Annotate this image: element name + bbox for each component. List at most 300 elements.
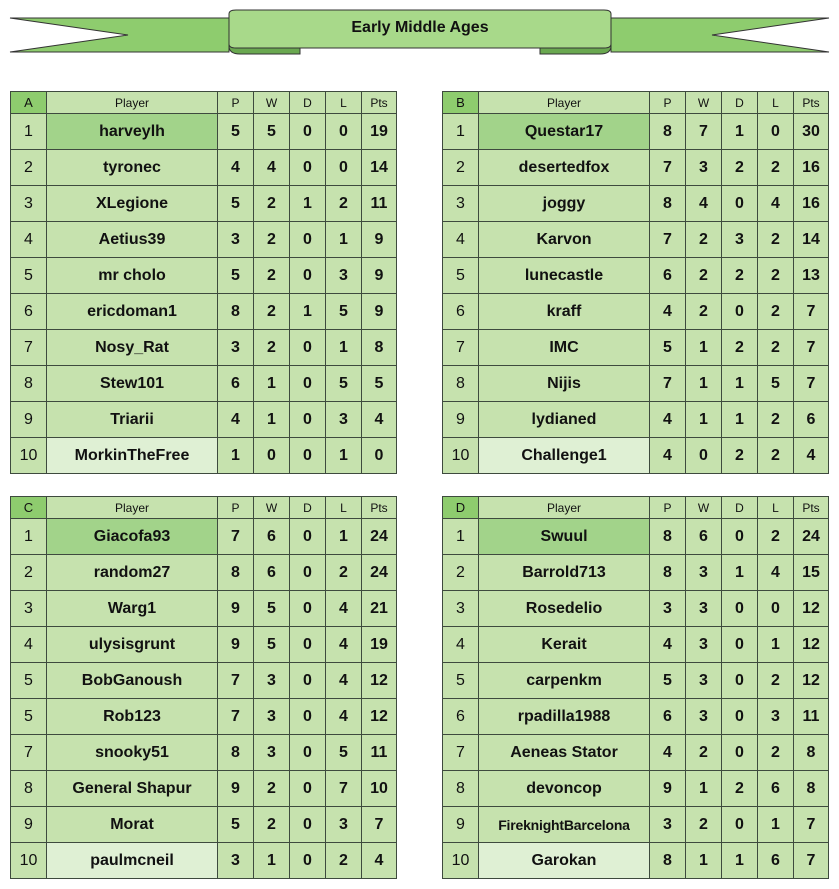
player-name: harveylh	[47, 114, 218, 150]
stat-w: 3	[254, 735, 290, 771]
player-name: General Shapur	[47, 771, 218, 807]
table-row	[11, 771, 397, 807]
table-row	[443, 150, 829, 186]
stat-w: 3	[254, 663, 290, 699]
table-row	[443, 402, 829, 438]
column-header-w: W	[686, 497, 722, 519]
stat-l: 2	[758, 150, 794, 186]
stat-pts: 12	[794, 627, 829, 663]
stat-l: 5	[326, 366, 362, 402]
rank-cell: 9	[443, 807, 479, 843]
stat-pts: 9	[362, 258, 397, 294]
column-header-l: L	[326, 92, 362, 114]
stat-p: 4	[650, 627, 686, 663]
stat-d: 0	[722, 699, 758, 735]
player-name: Stew101	[47, 366, 218, 402]
column-header-p: P	[650, 497, 686, 519]
stat-l: 2	[326, 555, 362, 591]
player-name: FireknightBarcelona	[479, 807, 650, 843]
stat-d: 3	[722, 222, 758, 258]
stat-l: 4	[326, 627, 362, 663]
stat-w: 3	[686, 663, 722, 699]
stat-w: 1	[686, 402, 722, 438]
stat-d: 1	[290, 294, 326, 330]
player-name: Aeneas Stator	[479, 735, 650, 771]
table-row	[443, 843, 829, 879]
stat-l: 1	[326, 330, 362, 366]
table-row	[11, 330, 397, 366]
player-name: desertedfox	[479, 150, 650, 186]
rank-cell: 6	[11, 294, 47, 330]
stat-l: 2	[758, 258, 794, 294]
player-name: ulysisgrunt	[47, 627, 218, 663]
stat-d: 0	[722, 735, 758, 771]
table-row	[11, 294, 397, 330]
stat-pts: 9	[362, 294, 397, 330]
stat-d: 0	[290, 555, 326, 591]
stat-p: 3	[218, 330, 254, 366]
column-header-d: D	[290, 497, 326, 519]
rank-cell: 4	[11, 222, 47, 258]
group-table-a	[10, 91, 397, 474]
rank-cell: 5	[443, 258, 479, 294]
stat-p: 5	[218, 258, 254, 294]
stat-d: 2	[722, 258, 758, 294]
table-row	[11, 663, 397, 699]
stat-d: 0	[722, 186, 758, 222]
table-row	[11, 807, 397, 843]
group-table-d	[442, 496, 829, 879]
group-letter: A	[11, 92, 47, 114]
stat-l: 2	[758, 402, 794, 438]
rank-cell: 1	[11, 114, 47, 150]
player-name: lunecastle	[479, 258, 650, 294]
player-name: lydianed	[479, 402, 650, 438]
stat-pts: 4	[362, 402, 397, 438]
stat-pts: 12	[794, 591, 829, 627]
table-row	[443, 519, 829, 555]
column-header-player: Player	[47, 497, 218, 519]
stat-p: 8	[218, 555, 254, 591]
stat-p: 4	[218, 402, 254, 438]
stat-p: 6	[218, 366, 254, 402]
column-header-p: P	[650, 92, 686, 114]
rank-cell: 10	[443, 438, 479, 474]
stat-p: 3	[650, 807, 686, 843]
table-row	[11, 258, 397, 294]
rank-cell: 3	[11, 591, 47, 627]
stat-w: 4	[686, 186, 722, 222]
stat-w: 7	[686, 114, 722, 150]
stat-l: 2	[758, 294, 794, 330]
stat-w: 4	[254, 150, 290, 186]
column-header-l: L	[758, 92, 794, 114]
stat-pts: 4	[362, 843, 397, 879]
stat-pts: 24	[362, 519, 397, 555]
stat-p: 8	[650, 519, 686, 555]
stat-l: 2	[326, 186, 362, 222]
stat-pts: 7	[794, 366, 829, 402]
stat-pts: 7	[794, 843, 829, 879]
rank-cell: 1	[443, 519, 479, 555]
stat-pts: 13	[794, 258, 829, 294]
rank-cell: 2	[11, 150, 47, 186]
stat-w: 3	[686, 699, 722, 735]
player-name: XLegione	[47, 186, 218, 222]
stat-w: 3	[254, 699, 290, 735]
stat-l: 6	[758, 771, 794, 807]
stat-p: 6	[650, 699, 686, 735]
player-name: carpenkm	[479, 663, 650, 699]
stat-l: 5	[326, 735, 362, 771]
column-header-w: W	[254, 92, 290, 114]
stat-w: 2	[254, 258, 290, 294]
stat-d: 0	[722, 807, 758, 843]
stat-pts: 10	[362, 771, 397, 807]
player-name: Triarii	[47, 402, 218, 438]
stat-w: 2	[254, 807, 290, 843]
banner-right-tail	[611, 18, 829, 52]
stat-d: 0	[290, 843, 326, 879]
stat-l: 7	[326, 771, 362, 807]
stat-pts: 7	[794, 807, 829, 843]
stat-pts: 5	[362, 366, 397, 402]
stat-l: 1	[326, 222, 362, 258]
table-row	[443, 258, 829, 294]
stat-d: 0	[290, 663, 326, 699]
player-name: Karvon	[479, 222, 650, 258]
table-row	[443, 771, 829, 807]
table-row	[443, 591, 829, 627]
stat-p: 7	[218, 699, 254, 735]
column-header-d: D	[290, 92, 326, 114]
player-name: MorkinTheFree	[47, 438, 218, 474]
player-name: Nijis	[479, 366, 650, 402]
rank-cell: 2	[443, 150, 479, 186]
rank-cell: 6	[443, 699, 479, 735]
stat-p: 8	[650, 843, 686, 879]
stat-d: 0	[290, 591, 326, 627]
stat-d: 0	[290, 438, 326, 474]
column-header-w: W	[686, 92, 722, 114]
stat-d: 2	[722, 438, 758, 474]
stat-p: 8	[218, 735, 254, 771]
stat-p: 7	[218, 663, 254, 699]
stat-p: 8	[650, 555, 686, 591]
stat-p: 3	[650, 591, 686, 627]
table-row	[11, 222, 397, 258]
stat-w: 2	[254, 222, 290, 258]
stat-w: 5	[254, 591, 290, 627]
stat-d: 0	[290, 771, 326, 807]
column-header-player: Player	[479, 92, 650, 114]
stat-w: 0	[254, 438, 290, 474]
stat-d: 0	[290, 114, 326, 150]
stat-pts: 7	[362, 807, 397, 843]
stat-d: 0	[722, 627, 758, 663]
stat-d: 0	[722, 294, 758, 330]
player-name: ericdoman1	[47, 294, 218, 330]
stat-l: 5	[326, 294, 362, 330]
stat-w: 2	[254, 186, 290, 222]
stat-pts: 0	[362, 438, 397, 474]
player-name: Rob123	[47, 699, 218, 735]
stat-pts: 7	[794, 330, 829, 366]
stat-w: 3	[686, 555, 722, 591]
stat-d: 0	[722, 663, 758, 699]
player-name: IMC	[479, 330, 650, 366]
stat-l: 3	[758, 699, 794, 735]
table-row	[443, 807, 829, 843]
stat-l: 2	[758, 330, 794, 366]
stat-pts: 11	[362, 186, 397, 222]
column-header-player: Player	[47, 92, 218, 114]
stat-p: 8	[650, 114, 686, 150]
stat-l: 6	[758, 843, 794, 879]
stat-pts: 8	[794, 771, 829, 807]
stat-pts: 4	[794, 438, 829, 474]
player-name: devoncop	[479, 771, 650, 807]
rank-cell: 10	[11, 438, 47, 474]
stat-w: 1	[686, 843, 722, 879]
stat-w: 2	[686, 222, 722, 258]
group-table-c	[10, 496, 397, 879]
stat-w: 2	[254, 330, 290, 366]
stat-p: 8	[650, 186, 686, 222]
stat-d: 1	[722, 114, 758, 150]
rank-cell: 2	[11, 555, 47, 591]
stat-l: 3	[326, 807, 362, 843]
rank-cell: 9	[443, 402, 479, 438]
column-header-player: Player	[479, 497, 650, 519]
stat-d: 1	[722, 366, 758, 402]
stat-d: 0	[290, 807, 326, 843]
player-name: Barrold713	[479, 555, 650, 591]
stat-pts: 11	[362, 735, 397, 771]
banner-left-tail	[10, 18, 229, 52]
stat-p: 8	[218, 294, 254, 330]
rank-cell: 7	[443, 330, 479, 366]
player-name: BobGanoush	[47, 663, 218, 699]
stat-l: 4	[758, 555, 794, 591]
column-header-pts: Pts	[794, 92, 829, 114]
rank-cell: 3	[443, 186, 479, 222]
stat-pts: 16	[794, 150, 829, 186]
table-row	[11, 519, 397, 555]
rank-cell: 7	[443, 735, 479, 771]
rank-cell: 3	[443, 591, 479, 627]
stat-pts: 24	[794, 519, 829, 555]
stat-l: 0	[758, 114, 794, 150]
table-row	[11, 843, 397, 879]
table-row	[443, 114, 829, 150]
stat-pts: 19	[362, 114, 397, 150]
rank-cell: 4	[443, 627, 479, 663]
stat-p: 1	[218, 438, 254, 474]
stat-d: 0	[290, 150, 326, 186]
stat-w: 1	[254, 366, 290, 402]
stat-w: 1	[686, 771, 722, 807]
stat-pts: 14	[362, 150, 397, 186]
rank-cell: 7	[11, 735, 47, 771]
stat-d: 0	[290, 366, 326, 402]
column-header-l: L	[758, 497, 794, 519]
table-row	[11, 555, 397, 591]
player-name: mr cholo	[47, 258, 218, 294]
stat-d: 2	[722, 771, 758, 807]
stat-w: 2	[254, 294, 290, 330]
rank-cell: 5	[11, 258, 47, 294]
column-header-p: P	[218, 92, 254, 114]
player-name: kraff	[479, 294, 650, 330]
stat-w: 2	[686, 258, 722, 294]
table-row	[443, 186, 829, 222]
stat-w: 2	[686, 735, 722, 771]
table-row	[443, 222, 829, 258]
stat-p: 4	[650, 735, 686, 771]
stat-d: 2	[722, 330, 758, 366]
stat-w: 0	[686, 438, 722, 474]
stat-w: 6	[686, 519, 722, 555]
rank-cell: 8	[443, 771, 479, 807]
stat-l: 2	[758, 438, 794, 474]
rank-cell: 10	[11, 843, 47, 879]
stat-p: 4	[650, 294, 686, 330]
stat-pts: 21	[362, 591, 397, 627]
stat-p: 7	[218, 519, 254, 555]
stat-l: 2	[758, 663, 794, 699]
stat-pts: 6	[794, 402, 829, 438]
stat-l: 4	[326, 591, 362, 627]
table-row	[11, 402, 397, 438]
stat-p: 9	[218, 627, 254, 663]
table-row	[443, 330, 829, 366]
stat-w: 6	[254, 519, 290, 555]
rank-cell: 5	[11, 699, 47, 735]
stat-p: 5	[218, 807, 254, 843]
stat-l: 4	[326, 699, 362, 735]
stat-l: 1	[758, 627, 794, 663]
column-header-pts: Pts	[362, 497, 397, 519]
stat-w: 2	[686, 807, 722, 843]
stat-d: 1	[722, 402, 758, 438]
player-name: random27	[47, 555, 218, 591]
stat-l: 2	[758, 735, 794, 771]
stat-d: 0	[290, 330, 326, 366]
stat-p: 4	[218, 150, 254, 186]
stat-l: 1	[758, 807, 794, 843]
player-name: Morat	[47, 807, 218, 843]
table-row	[443, 555, 829, 591]
table-row	[443, 663, 829, 699]
player-name: Questar17	[479, 114, 650, 150]
table-row	[443, 735, 829, 771]
stat-pts: 12	[362, 663, 397, 699]
rank-cell: 4	[443, 222, 479, 258]
stat-d: 1	[290, 186, 326, 222]
player-name: Giacofa93	[47, 519, 218, 555]
player-name: Warg1	[47, 591, 218, 627]
stat-pts: 12	[794, 663, 829, 699]
stat-p: 3	[218, 222, 254, 258]
stat-w: 5	[254, 627, 290, 663]
rank-cell: 9	[11, 807, 47, 843]
player-name: Rosedelio	[479, 591, 650, 627]
table-row	[11, 186, 397, 222]
stat-pts: 11	[794, 699, 829, 735]
stat-p: 9	[650, 771, 686, 807]
player-name: Garokan	[479, 843, 650, 879]
stat-p: 5	[218, 114, 254, 150]
player-name: Aetius39	[47, 222, 218, 258]
column-header-l: L	[326, 497, 362, 519]
stat-p: 4	[650, 402, 686, 438]
stat-w: 2	[254, 771, 290, 807]
stat-l: 1	[326, 438, 362, 474]
rank-cell: 6	[443, 294, 479, 330]
group-letter: B	[443, 92, 479, 114]
stat-l: 4	[326, 663, 362, 699]
stat-l: 5	[758, 366, 794, 402]
column-header-pts: Pts	[794, 497, 829, 519]
rank-cell: 5	[11, 663, 47, 699]
rank-cell: 2	[443, 555, 479, 591]
stat-l: 3	[326, 402, 362, 438]
rank-cell: 3	[11, 186, 47, 222]
stat-w: 1	[254, 402, 290, 438]
stat-p: 3	[218, 843, 254, 879]
stat-pts: 8	[362, 330, 397, 366]
stat-p: 7	[650, 222, 686, 258]
player-name: Swuul	[479, 519, 650, 555]
table-row	[443, 438, 829, 474]
stat-l: 1	[326, 519, 362, 555]
stat-l: 2	[758, 222, 794, 258]
player-name: rpadilla1988	[479, 699, 650, 735]
table-row	[443, 366, 829, 402]
stat-p: 5	[218, 186, 254, 222]
stat-l: 0	[326, 150, 362, 186]
stat-d: 0	[290, 735, 326, 771]
table-row	[443, 294, 829, 330]
stat-p: 9	[218, 771, 254, 807]
table-row	[11, 114, 397, 150]
group-letter: C	[11, 497, 47, 519]
stat-pts: 15	[794, 555, 829, 591]
stat-pts: 7	[794, 294, 829, 330]
stat-d: 0	[290, 222, 326, 258]
rank-cell: 8	[11, 366, 47, 402]
page-title: Early Middle Ages	[351, 19, 489, 36]
stat-l: 0	[326, 114, 362, 150]
stat-p: 7	[650, 366, 686, 402]
table-row	[11, 150, 397, 186]
stat-pts: 9	[362, 222, 397, 258]
column-header-d: D	[722, 497, 758, 519]
rank-cell: 8	[11, 771, 47, 807]
stat-p: 4	[650, 438, 686, 474]
table-row	[11, 699, 397, 735]
stat-pts: 8	[794, 735, 829, 771]
table-row	[443, 627, 829, 663]
stat-w: 1	[686, 330, 722, 366]
stat-d: 0	[290, 519, 326, 555]
stat-d: 0	[290, 699, 326, 735]
stat-pts: 19	[362, 627, 397, 663]
stat-p: 6	[650, 258, 686, 294]
stat-l: 4	[758, 186, 794, 222]
stat-l: 0	[758, 591, 794, 627]
